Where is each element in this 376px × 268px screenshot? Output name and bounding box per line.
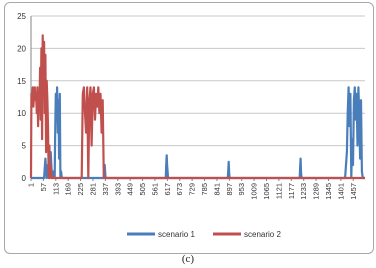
x-axis	[27, 178, 366, 200]
series-line-scenario-2	[31, 35, 365, 178]
x-tick-label: 1345	[323, 183, 333, 200]
x-tick-label: 1121	[274, 183, 284, 200]
x-tick-label: 1	[26, 183, 36, 188]
y-tick-label: 0	[21, 174, 26, 183]
x-tick-label: 897	[224, 183, 234, 196]
x-tick-label: 1009	[249, 183, 259, 200]
x-tick-label: 281	[88, 183, 98, 196]
x-tick-label: 505	[138, 183, 148, 196]
x-tick-label: 337	[100, 183, 110, 196]
x-tick-label: 113	[51, 183, 61, 195]
y-tick-label: 25	[17, 12, 26, 21]
y-tick-label: 20	[17, 44, 26, 54]
x-tick-label: 953	[237, 183, 247, 196]
x-tick-label: 449	[125, 183, 135, 196]
x-tick-label: 785	[200, 183, 210, 196]
x-tick-label: 1177	[286, 183, 296, 200]
x-tick-label: 225	[76, 183, 86, 196]
series-lines	[31, 35, 365, 178]
x-tick-label: 1233	[299, 183, 309, 200]
x-tick-label: 841	[212, 183, 222, 196]
x-tick-label: 57	[38, 183, 48, 192]
x-tick-label: 1289	[311, 183, 321, 200]
x-tick-label: 169	[63, 183, 73, 196]
legend-label: scenario 1	[158, 230, 195, 239]
x-tick-label: 393	[113, 183, 123, 196]
x-tick-label: 561	[150, 183, 160, 196]
legend	[127, 230, 281, 239]
x-tick-label: 1457	[348, 183, 358, 200]
y-axis	[17, 12, 31, 183]
x-tick-label: 1401	[336, 183, 346, 200]
chart-frame	[4, 2, 374, 254]
legend-label: scenario 2	[244, 230, 281, 239]
line-chart	[5, 3, 373, 253]
x-tick-label: 729	[187, 183, 197, 196]
y-tick-label: 15	[17, 76, 26, 86]
figure-caption: (c)	[181, 253, 195, 265]
x-tick-label: 1065	[262, 183, 272, 200]
x-tick-label: 673	[175, 183, 185, 196]
x-tick-label: 617	[162, 183, 172, 196]
y-tick-label: 5	[21, 141, 26, 151]
y-tick-label: 10	[17, 109, 26, 119]
